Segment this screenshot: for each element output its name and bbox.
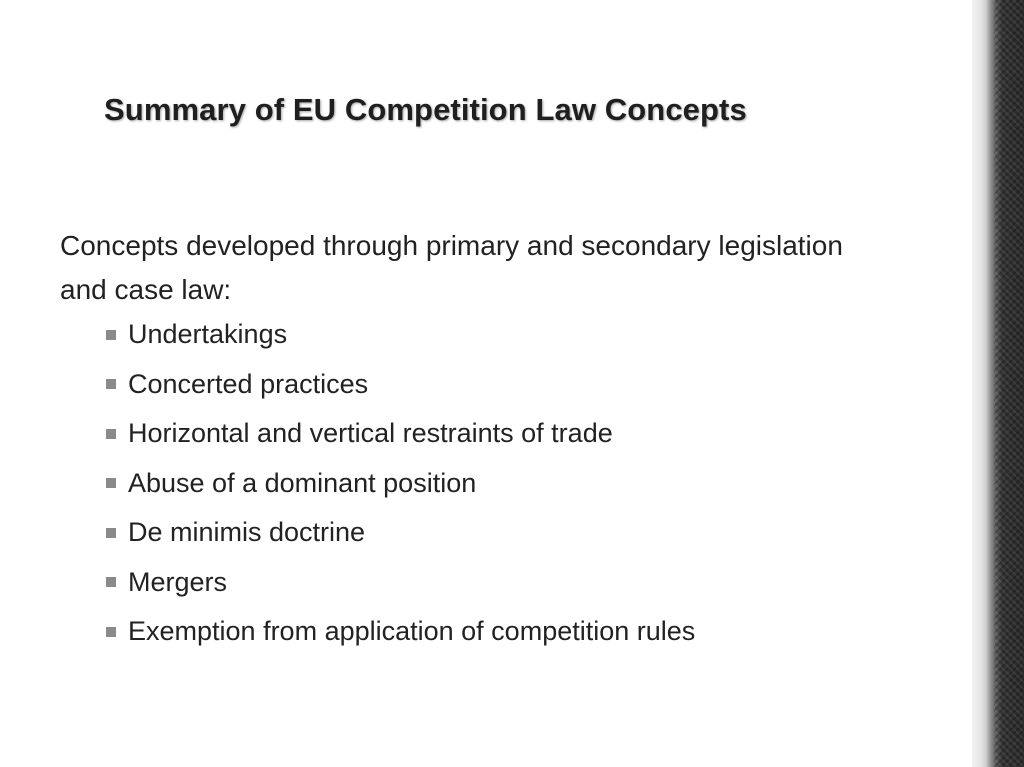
list-item-label: Undertakings [128,319,288,350]
intro-text: Concepts developed through primary and secondary legislation and case law: [60,230,843,305]
list-item-label: Concerted practices [128,368,369,399]
decorative-side-band [972,0,1024,767]
list-item-label: Mergers [128,566,228,597]
list-item-label: Horizontal and vertical restraints of trade [128,418,613,449]
list-item-label: Abuse of a dominant position [128,467,477,498]
square-bullet-icon [106,627,116,637]
list-item [106,459,695,509]
list-item [106,360,695,410]
list-item [106,310,695,360]
slide-title: Summary of EU Competition Law Concepts [104,92,747,127]
list-item [106,558,695,608]
square-bullet-icon [106,528,116,538]
square-bullet-icon [106,577,116,587]
list-item [106,508,695,558]
side-band-texture [994,0,1024,767]
list-item [106,409,695,459]
list-item-label: Exemption from application of competition rules [128,616,696,647]
square-bullet-icon [106,478,116,488]
square-bullet-icon [106,330,116,340]
list-item-label: De minimis doctrine [128,517,366,548]
square-bullet-icon [106,379,116,389]
square-bullet-icon [106,429,116,439]
list-item [106,607,695,657]
concept-list [106,310,695,657]
